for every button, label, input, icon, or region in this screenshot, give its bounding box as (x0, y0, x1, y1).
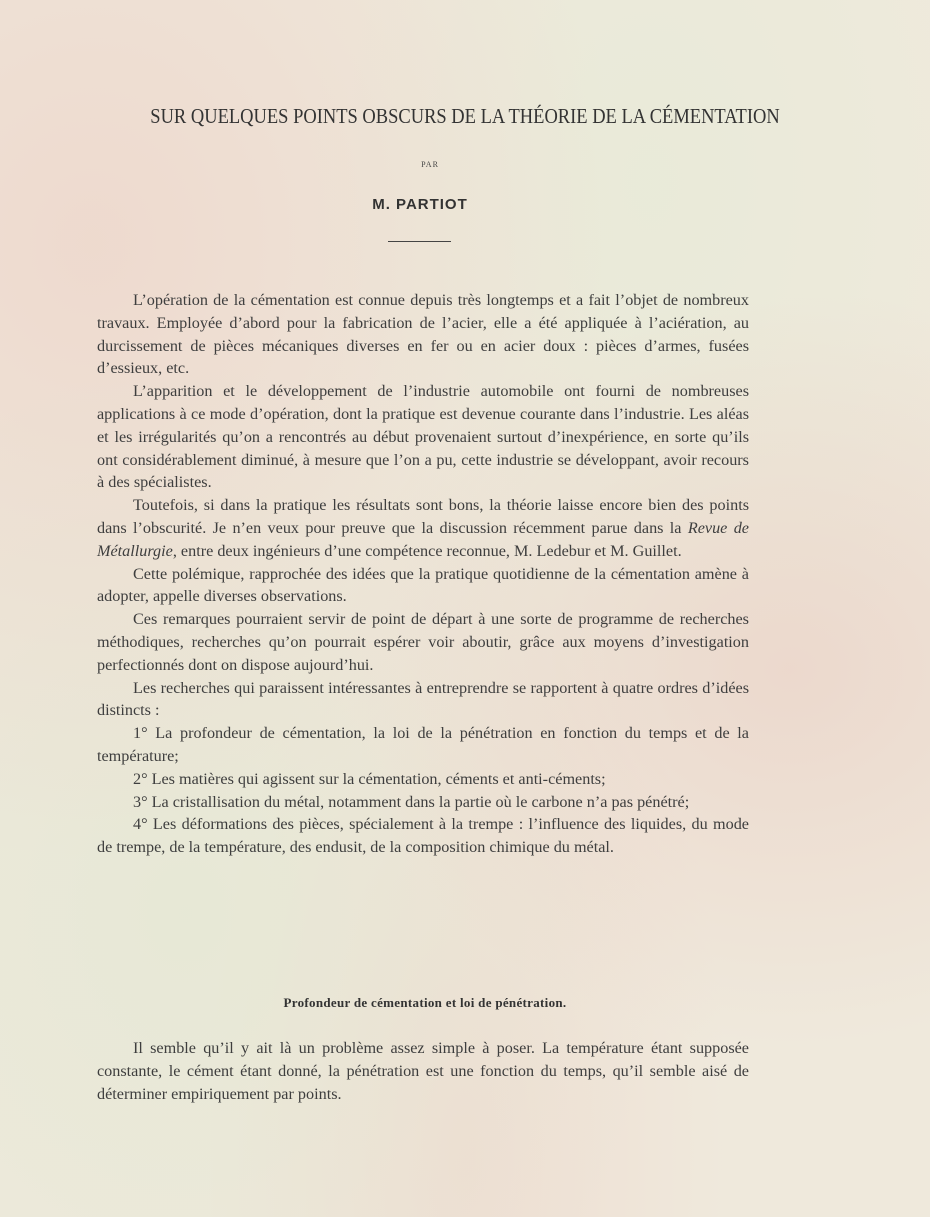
byline-par: PAR (421, 160, 439, 169)
list-item (97, 722, 749, 768)
paragraph-text: Ces remarques pourraient servir de point de départ à une sorte de programme de recherches méthodiques, recherches qu’on pourrait espérer voir aboutir, grâce aux moyens d’investigation perfectionnés dont on dispose aujourd’hui. (97, 610, 749, 674)
paragraph (97, 380, 749, 494)
paragraph (97, 289, 749, 380)
paragraph-text: Cette polémique, rapprochée des idées que la pratique quotidienne de la cémentation amène à adopter, appelle diverses observations. (97, 564, 749, 606)
paragraph-text: , entre deux ingénieurs d’une compétence reconnue, M. Ledebur et M. Guillet. (172, 541, 682, 560)
list-item (97, 791, 749, 814)
paragraph-text: 4° Les déformations des pièces, spécialement à la trempe : l’influence des liquides, du mode de trempe, de la température, des endusit, de la composition chimique du métal. (97, 815, 749, 857)
section-body (97, 1037, 749, 1105)
paragraph-text: Toutefois, si dans la pratique les résultats sont bons, la théorie laisse encore bien des points dans l’obscurité. Je n’en veux pour preuve que la discussion récemment parue dans la (97, 496, 749, 537)
paragraph-text: Il semble qu’il y ait là un problème assez simple à poser. La température étant supposée constante, le cément étant donné, la pénétration est une fonction du temps, qu’il semble aisé de déterminer empiriquement par points. (97, 1039, 749, 1103)
title-divider (388, 241, 451, 242)
paragraph-text: 1° La profondeur de cémentation, la loi de la pénétration en fonction du temps et de la température; (97, 724, 749, 765)
article-body (97, 289, 749, 859)
journal-title: Revue de Métallurgie (97, 518, 749, 560)
paragraph-text: L’apparition et le développement de l’industrie automobile ont fourni de nombreuses applications à ce mode d’opération, dont la pratique est devenue courante dans l’industrie. Les aléas et les irrégularités qu’on a rencontrés au début provenaient surtout d’inexpérience, en sorte qu’ils ont considérablement diminué, à mesure que l’on a pu, cette industrie se développant, avoir recours à des spécialistes. (97, 382, 749, 492)
paragraph-text: 2° Les matières qui agissent sur la cémentation, céments et anti-céments; (133, 769, 606, 788)
paragraph (97, 1037, 749, 1105)
paragraph (97, 563, 749, 609)
paragraph-text: Les recherches qui paraissent intéressantes à entreprendre se rapportent à quatre ordres d’idées distincts : (97, 678, 749, 720)
section-heading: Profondeur de cémentation et loi de pénétration. (283, 995, 567, 1010)
paragraph (97, 608, 749, 676)
paragraph (97, 677, 749, 723)
paragraph (97, 494, 749, 562)
paragraph-text: 3° La cristallisation du métal, notamment dans la partie où le carbone n’a pas pénétré; (133, 792, 690, 811)
list-item (97, 813, 749, 859)
paragraph-text: L’opération de la cémentation est connue depuis très longtemps et a fait l’objet de nombreux travaux. Employée d’abord pour la fabrication de l’acier, elle a été appliquée à l’aciération, au durcissement de pièces mécaniques diverses en fer ou en acier doux : pièces d’armes, fusées d’essieux, etc. (97, 291, 749, 378)
list-item (97, 768, 749, 791)
article-title: SUR QUELQUES POINTS OBSCURS DE LA THÉORIE DE LA CÉMENTATION (150, 104, 780, 128)
author-name: M. PARTIOT (372, 196, 468, 213)
